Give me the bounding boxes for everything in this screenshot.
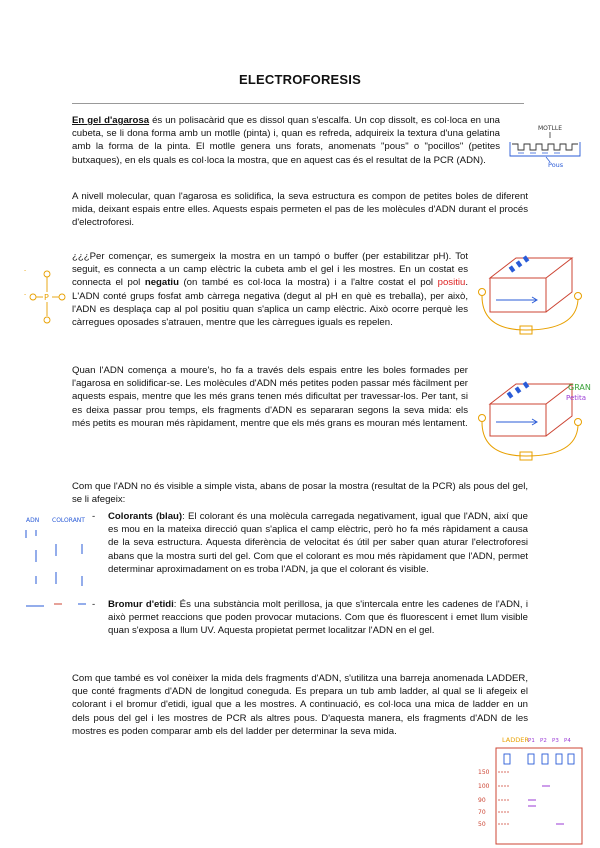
- gel-lanes-sketch: [22, 514, 96, 614]
- bullet-ethidium-bromide: [108, 598, 528, 638]
- ethidium-bromide-text: : És una substància molt perillosa, ja que s'intercala entre les cadenes de l'ADN, i això permet reaccions que poden provocar mutacions. Com que és fluorescent i emet llum visible quan s'exposa a llum UV. Aquesta propietat permet localitzar l'ADN en el gel.: [108, 599, 528, 637]
- bullet-marker: -: [92, 511, 96, 522]
- title-divider: [72, 103, 524, 104]
- lane-label-4: P4: [564, 738, 571, 744]
- agarose-gel-text: és un polisacàrid que es dissol quan s'escalfa. Un cop dissolt, es col·loca en una cubeta, se li dona forma amb un motlle (pinta) i, quan es refreda, adquireix la textura d'una gelatina amb la forma de la pinta. El motlle genera uns forats, anomenats "pous" o "pocillos" (petites butxaques), en els quals es col·loca la mostra, que en aquest cas és el resultat de la PCR (ADN).: [72, 115, 500, 166]
- page-title: ELECTROFORESIS: [239, 72, 361, 87]
- ladder-gel-sketch: [476, 734, 588, 846]
- phosphate-group-sketch: [24, 266, 70, 334]
- colorants-term: Colorants (blau): [108, 511, 183, 522]
- svg-text:-: -: [24, 267, 27, 274]
- size-separation-sketch: [476, 370, 600, 462]
- electrophoresis-chamber-sketch: [476, 244, 584, 336]
- adn-label: ADN: [26, 517, 40, 524]
- colorants-text: : El colorant és una molècula carregada negativament, igual que l'ADN, així que es mou en la mateixa direcció quan s'aplica el camp elèctric, però ho fa més ràpidament a causa de la seva estructura. Aquesta diferència de velocitat és útil per saber quan aturar l'electroforesi abans que la mostra surti del gel. Com que el colorant es mou més ràpidament que l'ADN, permet determinar aproximadament on es troba l'ADN, ja que el colorant és visible.: [108, 511, 528, 575]
- paragraph-dna-migration: Quan l'ADN comença a moure's, ho fa a través dels espais entre les boles formades per l'agarosa en solidificar-se. Les molècules d'ADN més petites poden passar més fàcilment per aquests espais, mentre que les més grans tenen més dificultat per travessar-los. Per tant, si es deixa passar prou temps, els fragments d'ADN es separaran segons la seva mida: els més petits es mouran més ràpidament, mentre que els més grans es mouran més lentament.: [72, 365, 468, 429]
- bullet-marker: -: [92, 599, 96, 610]
- positive-pole-term: positiu: [437, 277, 466, 289]
- paragraph-molecular-structure: A nivell molecular, quan l'agarosa es solidifica, la seva estructura es compon de petites boles de diferent mida, deixant espais entre elles. Aquests espais permeten el pas de les molècules d'ADN durant el procés d'electroforesi.: [72, 191, 528, 229]
- negative-pole-term: negatiu: [144, 277, 179, 289]
- colorant-label: COLORANT: [52, 517, 85, 524]
- paragraph-ladder: Com que també es vol conèixer la mida dels fragments d'ADN, s'utilitza una barreja anomenada LADDER, que conté fragments d'ADN de longitud coneguda. Es prepara un tub amb ladder, al qual se li afegeix el colorant i el bromur d'etidi, igual que a les mostres. A continuació, es col·loca una mica de ladder en un dels pous del gel i les mostres de PCR als altres pous. D'aquesta manera, els fragments d'ADN de les mostres es poden comparar amb els del ladder per determinar la seva mida.: [72, 673, 528, 737]
- small-label: Petita: [566, 394, 587, 402]
- electric-field-text-c: . L'ADN conté grups fosfat amb càrrega negativa (degut al pH en què es treballa), per això, l'ADN es desplaça cap al pol positiu quan s'aplica un camp elèctric. Això ocorre perquè les càrregues oposades s'atrauen, mentre que les càrregues iguals es repelen.: [72, 277, 469, 329]
- lane-label-2: P2: [540, 738, 547, 744]
- electric-field-text-a: ¿¿¿Per començar, es sumergeix la mostra en un tampó o buffer (per estabilitzar pH). Tot seguit, es connecta a un camp elèctric la cubeta amb el gel i les mostres. En un costat es connecta el pol: [72, 251, 468, 289]
- mold-label: MOTLLE: [538, 125, 563, 132]
- ladder-size-2: 100: [478, 783, 490, 790]
- mold-comb-sketch: [506, 120, 586, 170]
- ethidium-bromide-term: Bromur d'etidi: [108, 599, 174, 610]
- ladder-label: LADDER: [502, 736, 529, 744]
- lane-label-1: P1: [528, 738, 535, 744]
- paragraph-visibility-intro: Com que l'ADN no és visible a simple vista, abans de posar la mostra (resultat de la PCR) als pous del gel, se li afegeix:: [72, 481, 528, 506]
- wells-label: Pous: [548, 161, 564, 169]
- agarose-gel-term: En gel d'agarosa: [72, 115, 150, 126]
- svg-text:P: P: [44, 293, 49, 302]
- paragraph-agarose-gel: [72, 114, 500, 167]
- electric-field-text-b: (on també es col·loca la mostra) i a l'altre costat el pol: [178, 277, 438, 289]
- ladder-size-4: 70: [478, 809, 486, 816]
- big-label: GRAN: [568, 383, 591, 392]
- bullet-colorants: [108, 510, 528, 576]
- ladder-size-5: 50: [478, 821, 486, 828]
- ladder-size-1: 150: [478, 769, 490, 776]
- svg-text:-: -: [24, 291, 27, 298]
- paragraph-electric-field: [72, 250, 468, 329]
- ladder-size-3: 90: [478, 797, 486, 804]
- lane-label-3: P3: [552, 738, 559, 744]
